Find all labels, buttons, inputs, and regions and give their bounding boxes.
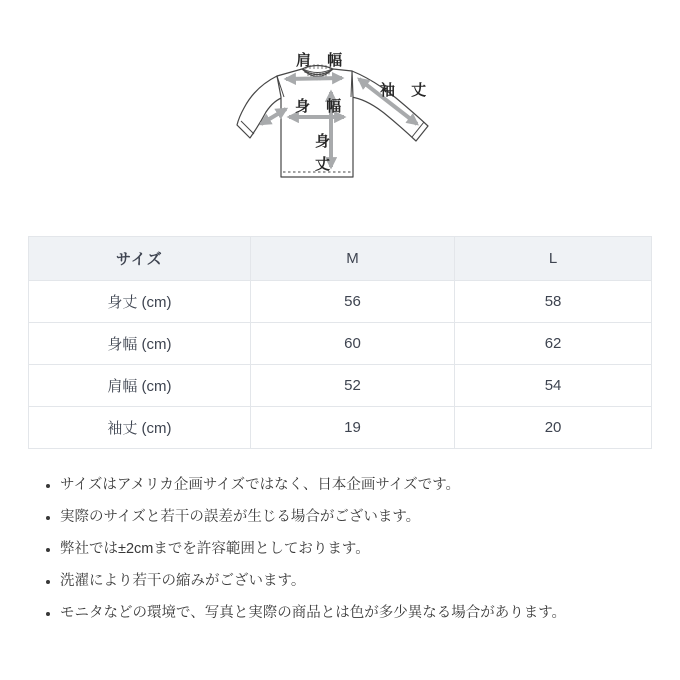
value-l: 54 (455, 365, 652, 407)
value-l: 62 (455, 323, 652, 365)
body-length-label-char2: 丈 (315, 156, 331, 173)
shirt-measurement-diagram (0, 0, 680, 232)
body-length-label-char1: 身 (315, 133, 331, 150)
value-m: 56 (250, 281, 454, 323)
note-item: • 洗濯により若干の縮みがございます。 (60, 571, 660, 591)
header-l: L (455, 237, 652, 281)
body-width-label: 身 幅 (295, 98, 348, 115)
header-size: サイズ (29, 237, 251, 281)
left-sleeve (237, 76, 284, 138)
value-m: 60 (250, 323, 454, 365)
value-m: 19 (250, 407, 454, 449)
row-label: 袖丈 (cm) (29, 407, 251, 449)
value-m: 52 (250, 365, 454, 407)
size-table (28, 236, 652, 449)
value-l: 58 (455, 281, 652, 323)
sleeve-length-label: 袖 丈 (380, 82, 433, 99)
notes-list (0, 475, 660, 623)
row-label: 身幅 (cm) (29, 323, 251, 365)
note-item: • 実際のサイズと若干の誤差が生じる場合がございます。 (60, 507, 660, 527)
table-row-sleeve-length (29, 407, 652, 449)
table-row-shoulder-width (29, 365, 652, 407)
header-m: M (250, 237, 454, 281)
row-label: 身丈 (cm) (29, 281, 251, 323)
note-item: • サイズはアメリカ企画サイズではなく、日本企画サイズです。 (60, 475, 660, 495)
row-label: 肩幅 (cm) (29, 365, 251, 407)
shoulder-width-arrow (286, 78, 342, 79)
size-table-header-row (29, 237, 652, 281)
value-l: 20 (455, 407, 652, 449)
table-row-body-width (29, 323, 652, 365)
table-row-body-length (29, 281, 652, 323)
note-item: • 弊社では±2cmまでを許容範囲としております。 (60, 539, 660, 559)
shoulder-width-label: 肩 幅 (296, 52, 349, 69)
note-item: • モニタなどの環境で、写真と実際の商品とは色が多少異なる場合があります。 (60, 603, 660, 623)
